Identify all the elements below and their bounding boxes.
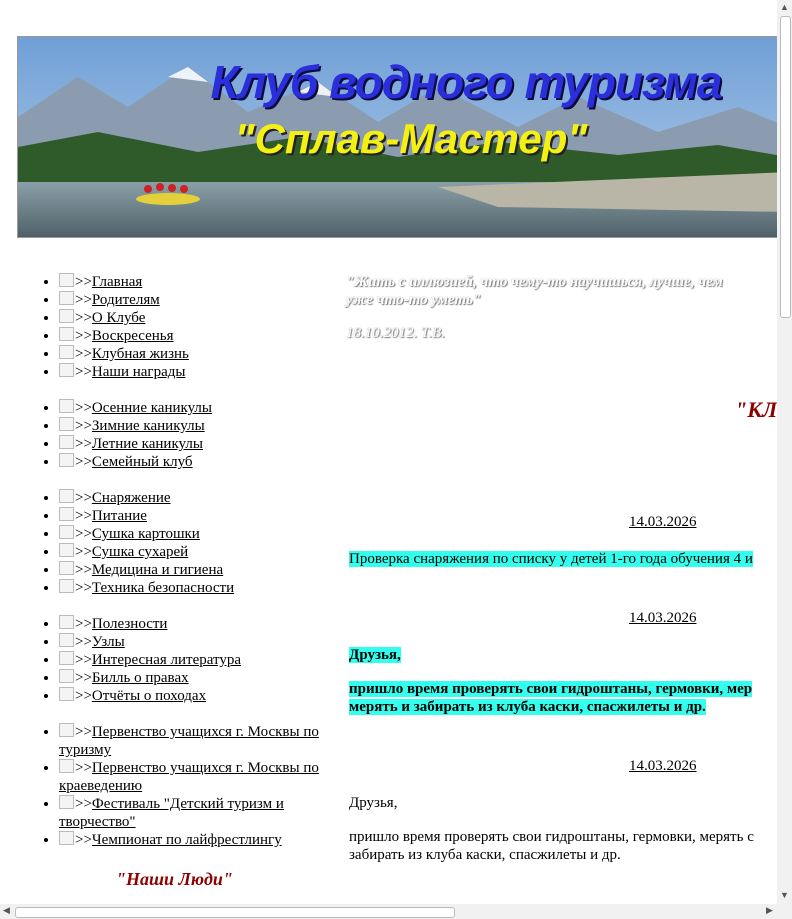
sidebar-nav (41, 273, 326, 867)
broken-image-icon (59, 723, 74, 737)
broken-image-icon (59, 363, 74, 377)
nav-link[interactable]: Главная (91, 274, 143, 290)
nav-link[interactable]: Летние каникулы (91, 436, 203, 452)
nav-link[interactable]: Полезности (91, 616, 168, 632)
people-heading: "Наши Люди" (116, 869, 233, 889)
nav-link[interactable]: Фестиваль "Детский туризм и творчество" (59, 796, 284, 830)
nav-item (59, 507, 326, 525)
nav-item (59, 615, 326, 633)
arrow-marker: >> (75, 508, 92, 524)
nav-item (59, 669, 326, 687)
arrow-marker: >> (75, 526, 92, 542)
nav-link[interactable]: Билль о правах (91, 670, 189, 686)
banner-subtitle: "Сплав-Мастер" (234, 115, 588, 162)
arrow-marker: >> (75, 490, 92, 506)
broken-image-icon (59, 579, 74, 593)
club-heading: "КЛ (735, 397, 777, 422)
nav-link[interactable]: О Клубе (91, 310, 146, 326)
nav-item (59, 795, 326, 831)
arrow-marker: >> (75, 418, 92, 434)
nav-item (59, 309, 326, 327)
news-body-line: пришло время проверять свои гидроштаны, гермовки, мерять с (349, 829, 754, 845)
nav-item (59, 561, 326, 579)
arrow-marker: >> (75, 580, 92, 596)
broken-image-icon (59, 759, 74, 773)
arrow-marker: >> (75, 544, 92, 560)
nav-link[interactable]: Снаряжение (91, 490, 171, 506)
banner-title: Клуб водного туризма (210, 56, 722, 108)
scroll-left-icon[interactable]: ◀ (3, 905, 10, 915)
nav-item (59, 291, 326, 309)
nav-item (59, 273, 326, 291)
vertical-scrollbar[interactable] (777, 0, 792, 904)
nav-group (41, 615, 326, 705)
nav-link[interactable]: Чемпионат по лайфрестлингу (91, 832, 282, 848)
arrow-marker: >> (75, 454, 92, 470)
broken-image-icon (59, 399, 74, 413)
nav-link[interactable]: Осенние каникулы (91, 400, 212, 416)
nav-link[interactable]: Первенство учащихся г. Москвы по туризму (59, 724, 319, 758)
news-text (349, 550, 753, 568)
nav-item (59, 345, 326, 363)
nav-item (59, 759, 326, 795)
arrow-marker: >> (75, 364, 92, 380)
arrow-marker: >> (75, 616, 92, 632)
broken-image-icon (59, 561, 74, 575)
broken-image-icon (59, 345, 74, 359)
nav-item (59, 489, 326, 507)
nav-item (59, 399, 326, 417)
nav-item (59, 453, 326, 471)
nav-item (59, 723, 326, 759)
nav-group (41, 723, 326, 849)
news-date-link[interactable]: 14.03.2026 (629, 758, 697, 774)
broken-image-icon (59, 543, 74, 557)
scroll-right-icon[interactable]: ▶ (766, 905, 773, 915)
nav-item (59, 633, 326, 651)
news-highlight-text: Проверка снаряжения по списку у детей 1-го года обучения 4 и (349, 551, 753, 567)
arrow-marker: >> (75, 832, 92, 848)
nav-link[interactable]: Наши награды (91, 364, 186, 380)
broken-image-icon (59, 291, 74, 305)
broken-image-icon (59, 687, 74, 701)
nav-link[interactable]: Сушка сухарей (91, 544, 189, 560)
horizontal-scrollbar[interactable] (0, 904, 792, 919)
nav-link[interactable]: Питание (91, 508, 147, 524)
broken-image-icon (59, 453, 74, 467)
news-date-link[interactable]: 14.03.2026 (629, 514, 697, 530)
nav-link[interactable]: Интересная литература (91, 652, 242, 668)
scroll-down-icon[interactable]: ▼ (780, 890, 789, 900)
arrow-marker: >> (75, 796, 92, 812)
quote-date: 18.10.2012. Т.В. (346, 325, 446, 341)
arrow-marker: >> (75, 346, 92, 362)
nav-item (59, 363, 326, 381)
nav-link[interactable]: Медицина и гигиена (91, 562, 224, 578)
nav-link[interactable]: Воскресенья (91, 328, 174, 344)
arrow-marker: >> (75, 760, 92, 776)
header-banner (17, 36, 777, 238)
nav-link[interactable]: Сушка картошки (91, 526, 200, 542)
arrow-marker: >> (75, 436, 92, 452)
arrow-marker: >> (75, 670, 92, 686)
nav-link[interactable]: Клубная жизнь (91, 346, 189, 362)
nav-item (59, 651, 326, 669)
nav-item (59, 417, 326, 435)
nav-link[interactable]: Узлы (91, 634, 125, 650)
broken-image-icon (59, 273, 74, 287)
arrow-marker: >> (75, 292, 92, 308)
news-greeting: Друзья, (349, 647, 401, 663)
arrow-marker: >> (75, 400, 92, 416)
horizontal-scroll-thumb[interactable] (15, 907, 455, 918)
nav-item (59, 831, 326, 849)
vertical-scroll-thumb[interactable] (780, 16, 791, 318)
broken-image-icon (59, 651, 74, 665)
broken-image-icon (59, 435, 74, 449)
news-text (349, 680, 752, 716)
arrow-marker: >> (75, 724, 92, 740)
broken-image-icon (59, 309, 74, 323)
news-body-line: пришло время проверять свои гидроштаны, гермовки, мер (349, 681, 753, 697)
broken-image-icon (59, 795, 74, 809)
broken-image-icon (59, 669, 74, 683)
broken-image-icon (59, 327, 74, 341)
nav-group (41, 399, 326, 471)
arrow-marker: >> (75, 328, 92, 344)
arrow-marker: >> (75, 634, 92, 650)
nav-group (41, 273, 326, 381)
broken-image-icon (59, 507, 74, 521)
news-date-link[interactable]: 14.03.2026 (629, 610, 697, 626)
broken-image-icon (59, 417, 74, 431)
broken-image-icon (59, 633, 74, 647)
arrow-marker: >> (75, 562, 92, 578)
broken-image-icon (59, 615, 74, 629)
arrow-marker: >> (75, 274, 92, 290)
nav-link[interactable]: Родителям (91, 292, 160, 308)
nav-link[interactable]: Зимние каникулы (91, 418, 205, 434)
nav-link[interactable]: Техника безопасности (91, 580, 235, 596)
nav-item (59, 687, 326, 705)
news-greeting: Друзья, (349, 795, 398, 811)
nav-item (59, 579, 326, 597)
nav-item (59, 327, 326, 345)
scroll-up-icon[interactable]: ▲ (780, 2, 789, 12)
broken-image-icon (59, 525, 74, 539)
nav-group (41, 489, 326, 597)
nav-link[interactable]: Отчёты о походах (91, 688, 207, 704)
quote-text: "Жить с иллюзией, что чему-то научишься, лучше, чем уже что-то уметь" (346, 274, 723, 308)
broken-image-icon (59, 489, 74, 503)
nav-item (59, 435, 326, 453)
arrow-marker: >> (75, 688, 92, 704)
news-body-line: мерять и забирать из клуба каски, спасжилеты и др. (349, 699, 706, 715)
arrow-marker: >> (75, 310, 92, 326)
nav-link[interactable]: Первенство учащихся г. Москвы по краеведению (59, 760, 319, 794)
arrow-marker: >> (75, 652, 92, 668)
nav-item (59, 543, 326, 561)
nav-link[interactable]: Семейный клуб (91, 454, 193, 470)
news-text (349, 646, 401, 664)
nav-item (59, 525, 326, 543)
broken-image-icon (59, 831, 74, 845)
news-text (349, 828, 754, 864)
news-body-line: забирать из клуба каски, спасжилеты и др. (349, 847, 621, 863)
